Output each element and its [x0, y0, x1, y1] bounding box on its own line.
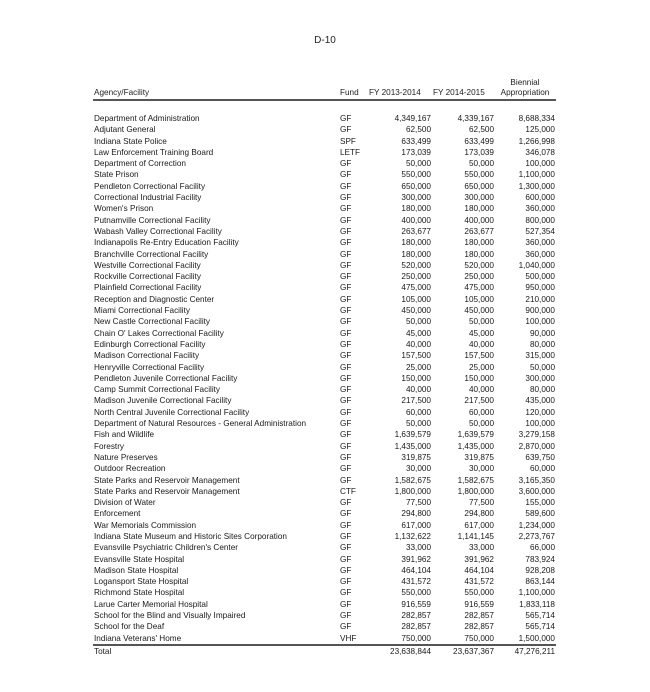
cell-agency: State Parks and Reservoir Management: [94, 486, 240, 496]
cell-biennial: 100,000: [525, 419, 555, 429]
table-row: [93, 237, 556, 248]
total-label: Total: [94, 646, 112, 656]
cell-fund: CTF: [340, 486, 356, 496]
cell-fy-2014-2015: 1,435,000: [457, 441, 494, 451]
cell-biennial: 155,000: [525, 498, 555, 508]
cell-fund: GF: [340, 475, 352, 485]
cell-fy-2013-2014: 475,000: [401, 283, 431, 293]
cell-fy-2013-2014: 173,039: [401, 147, 431, 157]
table-row: [93, 113, 556, 124]
table-row: [93, 384, 556, 395]
table-row: [93, 554, 556, 565]
total-biennial: 47,276,211: [514, 646, 555, 656]
cell-biennial: 60,000: [529, 464, 555, 474]
cell-fy-2014-2015: 1,582,675: [457, 475, 494, 485]
cell-fy-2013-2014: 1,800,000: [394, 486, 431, 496]
cell-agency: School for the Blind and Visually Impaired: [94, 611, 246, 621]
cell-fund: GF: [340, 181, 352, 191]
cell-agency: Pendleton Juvenile Correctional Facility: [94, 373, 238, 383]
cell-fund: GF: [340, 362, 352, 372]
cell-agency: Reception and Diagnostic Center: [94, 294, 215, 304]
cell-fy-2014-2015: 282,857: [464, 622, 494, 632]
cell-fy-2013-2014: 30,000: [405, 464, 431, 474]
table-row: [93, 520, 556, 531]
table-row: [93, 531, 556, 542]
cell-agency: Evansville Psychiatric Children's Center: [94, 543, 238, 553]
cell-biennial: 565,714: [525, 622, 555, 632]
cell-biennial: 950,000: [525, 283, 555, 293]
cell-fy-2014-2015: 60,000: [468, 407, 494, 417]
cell-fund: GF: [340, 215, 352, 225]
cell-fy-2014-2015: 464,104: [464, 565, 494, 575]
cell-fy-2014-2015: 150,000: [464, 373, 494, 383]
cell-fy-2014-2015: 617,000: [464, 520, 494, 530]
table-row: [93, 429, 556, 440]
table-row: [93, 565, 556, 576]
cell-fund: GF: [340, 565, 352, 575]
cell-fy-2014-2015: 40,000: [468, 339, 494, 349]
cell-fy-2013-2014: 157,500: [401, 351, 431, 361]
cell-fund: GF: [340, 385, 352, 395]
cell-fy-2013-2014: 916,559: [401, 599, 431, 609]
cell-agency: Plainfield Correctional Facility: [94, 283, 202, 293]
table-header: [93, 72, 556, 101]
cell-fund: GF: [340, 272, 352, 282]
cell-biennial: 125,000: [525, 125, 555, 135]
cell-biennial: 2,870,000: [518, 441, 555, 451]
cell-fund: GF: [340, 531, 352, 541]
cell-fund: GF: [340, 339, 352, 349]
header-fy-2013-2014: FY 2013-2014: [369, 88, 421, 97]
cell-biennial: 900,000: [525, 306, 555, 316]
cell-fund: GF: [340, 283, 352, 293]
cell-agency: Outdoor Recreation: [94, 464, 166, 474]
cell-fund: GF: [340, 159, 352, 169]
table-row: [93, 350, 556, 361]
cell-biennial: 1,100,000: [518, 588, 555, 598]
cell-fy-2014-2015: 45,000: [468, 328, 494, 338]
table-row: [93, 395, 556, 406]
cell-biennial: 3,600,000: [518, 486, 555, 496]
cell-agency: State Parks and Reservoir Management: [94, 475, 240, 485]
cell-biennial: 80,000: [529, 339, 555, 349]
cell-fund: GF: [340, 509, 352, 519]
cell-fund: GF: [340, 396, 352, 406]
cell-fy-2014-2015: 217,500: [464, 396, 494, 406]
cell-biennial: 1,833,118: [519, 599, 555, 609]
cell-fy-2013-2014: 180,000: [401, 238, 431, 248]
cell-fy-2014-2015: 180,000: [464, 249, 494, 259]
cell-biennial: 1,300,000: [518, 181, 555, 191]
cell-agency: Pendleton Correctional Facility: [94, 181, 206, 191]
table-row: [93, 147, 556, 158]
cell-agency: Branchville Correctional Facility: [94, 249, 209, 259]
table-row: [93, 633, 556, 644]
cell-fund: GF: [340, 588, 352, 598]
cell-agency: Nature Preserves: [94, 452, 158, 462]
table-row: [93, 452, 556, 463]
cell-biennial: 360,000: [525, 204, 555, 214]
table-row: [93, 407, 556, 418]
cell-fund: GF: [340, 599, 352, 609]
cell-agency: Camp Summit Correctional Facility: [94, 385, 221, 395]
cell-fund: GF: [340, 306, 352, 316]
cell-fund: GF: [340, 226, 352, 236]
cell-fy-2013-2014: 50,000: [405, 317, 431, 327]
cell-biennial: 1,234,000: [518, 520, 555, 530]
cell-biennial: 315,000: [525, 351, 555, 361]
cell-fy-2013-2014: 150,000: [401, 373, 431, 383]
table-row: [93, 181, 556, 192]
table-row: [93, 260, 556, 271]
cell-biennial: 360,000: [525, 238, 555, 248]
cell-fund: GF: [340, 554, 352, 564]
cell-biennial: 120,000: [525, 407, 555, 417]
cell-fy-2014-2015: 50,000: [468, 159, 494, 169]
cell-fund: GF: [340, 407, 352, 417]
table-row: [93, 475, 556, 486]
table-row: [93, 294, 556, 305]
cell-agency: Chain O' Lakes Correctional Facility: [94, 328, 224, 338]
table-body: [93, 113, 556, 644]
cell-biennial: 66,000: [529, 543, 555, 553]
table-row: [93, 610, 556, 621]
table-row: [93, 282, 556, 293]
cell-fy-2013-2014: 180,000: [401, 249, 431, 259]
page-number-label: D-10: [314, 35, 336, 46]
cell-fy-2013-2014: 431,572: [401, 577, 431, 587]
cell-fy-2013-2014: 282,857: [401, 611, 431, 621]
cell-fund: GF: [340, 193, 352, 203]
cell-fy-2013-2014: 217,500: [401, 396, 431, 406]
cell-biennial: 210,000: [525, 294, 555, 304]
cell-fy-2014-2015: 300,000: [464, 193, 494, 203]
table-row: [93, 486, 556, 497]
cell-fy-2014-2015: 431,572: [464, 577, 494, 587]
cell-fy-2013-2014: 550,000: [401, 170, 431, 180]
header-fy-2014-2015: FY 2014-2015: [433, 88, 485, 97]
table-row: [93, 621, 556, 632]
cell-fund: GF: [340, 249, 352, 259]
cell-agency: Logansport State Hospital: [94, 577, 189, 587]
cell-biennial: 1,040,000: [518, 260, 555, 270]
cell-biennial: 50,000: [529, 362, 555, 372]
cell-fund: GF: [340, 170, 352, 180]
cell-agency: School for the Deaf: [94, 622, 165, 632]
cell-fy-2014-2015: 1,141,145: [457, 531, 494, 541]
cell-fy-2014-2015: 180,000: [464, 238, 494, 248]
table-row: [93, 316, 556, 327]
cell-fy-2014-2015: 25,000: [468, 362, 494, 372]
cell-fund: GF: [340, 520, 352, 530]
cell-agency: State Prison: [94, 170, 139, 180]
cell-agency: Indianapolis Re-Entry Education Facility: [94, 238, 239, 248]
cell-fund: GF: [340, 622, 352, 632]
cell-fy-2013-2014: 33,000: [405, 543, 431, 553]
cell-fy-2013-2014: 62,500: [405, 125, 431, 135]
cell-fund: GF: [340, 498, 352, 508]
table-row: [93, 587, 556, 598]
cell-fy-2014-2015: 550,000: [464, 588, 494, 598]
table-row: [93, 226, 556, 237]
cell-agency: Adjutant General: [94, 125, 156, 135]
cell-fy-2013-2014: 520,000: [401, 260, 431, 270]
cell-fy-2013-2014: 294,800: [401, 509, 431, 519]
cell-fy-2013-2014: 250,000: [401, 272, 431, 282]
cell-agency: Women's Prison: [94, 204, 154, 214]
total-fy-2014-2015: 23,637,367: [453, 646, 494, 656]
table-row: [93, 271, 556, 282]
cell-fy-2014-2015: 180,000: [464, 204, 494, 214]
cell-fy-2014-2015: 250,000: [464, 272, 494, 282]
header-biennial-appropriation: [494, 78, 556, 98]
cell-fy-2014-2015: 319,875: [464, 452, 494, 462]
cell-fy-2013-2014: 105,000: [401, 294, 431, 304]
cell-biennial: 639,750: [525, 452, 555, 462]
cell-agency: Division of Water: [94, 498, 156, 508]
cell-fy-2013-2014: 550,000: [401, 588, 431, 598]
table-row: [93, 203, 556, 214]
cell-fy-2013-2014: 45,000: [405, 328, 431, 338]
cell-biennial: 300,000: [525, 373, 555, 383]
cell-biennial: 3,279,158: [518, 430, 555, 440]
cell-fy-2014-2015: 450,000: [464, 306, 494, 316]
table-row: [93, 192, 556, 203]
cell-agency: Rockville Correctional Facility: [94, 272, 201, 282]
cell-agency: Evansville State Hospital: [94, 554, 185, 564]
cell-biennial: 1,500,000: [518, 633, 555, 643]
table-row: [93, 542, 556, 553]
cell-fund: GF: [340, 430, 352, 440]
cell-fy-2013-2014: 50,000: [405, 159, 431, 169]
cell-agency: Putnamville Correctional Facility: [94, 215, 211, 225]
cell-agency: Correctional Industrial Facility: [94, 193, 202, 203]
cell-agency: War Memorials Commission: [94, 520, 197, 530]
cell-biennial: 90,000: [529, 328, 555, 338]
cell-agency: Department of Administration: [94, 114, 200, 123]
cell-fund: GF: [340, 351, 352, 361]
cell-fy-2013-2014: 40,000: [405, 339, 431, 349]
cell-fy-2014-2015: 282,857: [464, 611, 494, 621]
cell-fy-2013-2014: 282,857: [401, 622, 431, 632]
cell-fy-2014-2015: 4,339,167: [457, 114, 494, 123]
table-row: [93, 362, 556, 373]
cell-fy-2014-2015: 50,000: [468, 317, 494, 327]
cell-fy-2013-2014: 60,000: [405, 407, 431, 417]
cell-fy-2014-2015: 550,000: [464, 170, 494, 180]
cell-agency: Madison State Hospital: [94, 565, 179, 575]
cell-fund: GF: [340, 294, 352, 304]
cell-fy-2014-2015: 391,962: [464, 554, 494, 564]
cell-biennial: 80,000: [529, 385, 555, 395]
cell-fy-2014-2015: 294,800: [464, 509, 494, 519]
table-row: [93, 576, 556, 587]
cell-fy-2013-2014: 464,104: [401, 565, 431, 575]
cell-fy-2013-2014: 617,000: [401, 520, 431, 530]
cell-fy-2013-2014: 650,000: [401, 181, 431, 191]
cell-biennial: 435,000: [525, 396, 555, 406]
cell-fy-2013-2014: 750,000: [401, 633, 431, 643]
cell-fy-2013-2014: 300,000: [401, 193, 431, 203]
cell-biennial: 100,000: [525, 317, 555, 327]
cell-fy-2013-2014: 180,000: [401, 204, 431, 214]
cell-agency: Larue Carter Memorial Hospital: [94, 599, 208, 609]
cell-agency: Department of Correction: [94, 159, 186, 169]
appropriation-table: [93, 72, 556, 657]
table-row: [93, 373, 556, 384]
cell-biennial: 565,714: [525, 611, 555, 621]
cell-biennial: 1,266,998: [518, 136, 555, 146]
cell-fy-2014-2015: 520,000: [464, 260, 494, 270]
cell-fy-2014-2015: 157,500: [464, 351, 494, 361]
table-row: [93, 463, 556, 474]
cell-biennial: 100,000: [525, 159, 555, 169]
cell-fund: GF: [340, 373, 352, 383]
cell-fy-2013-2014: 50,000: [405, 419, 431, 429]
table-row: [93, 158, 556, 169]
cell-biennial: 800,000: [525, 215, 555, 225]
cell-fy-2014-2015: 750,000: [464, 633, 494, 643]
cell-agency: Madison Correctional Facility: [94, 351, 200, 361]
table-row: [93, 215, 556, 226]
cell-agency: Edinburgh Correctional Facility: [94, 339, 206, 349]
table-row: [93, 497, 556, 508]
cell-fy-2013-2014: 1,435,000: [394, 441, 431, 451]
cell-fy-2013-2014: 25,000: [405, 362, 431, 372]
cell-biennial: 8,688,334: [518, 114, 555, 123]
cell-fund: GF: [340, 611, 352, 621]
cell-biennial: 1,100,000: [518, 170, 555, 180]
cell-agency: New Castle Correctional Facility: [94, 317, 211, 327]
cell-fy-2013-2014: 4,349,167: [394, 114, 431, 123]
table-row: [93, 339, 556, 350]
cell-biennial: 589,600: [525, 509, 555, 519]
cell-agency: Forestry: [94, 441, 125, 451]
table-row: [93, 249, 556, 260]
cell-fy-2013-2014: 1,639,579: [394, 430, 431, 440]
cell-agency: Indiana Veterans' Home: [94, 633, 182, 643]
table-row: [93, 305, 556, 316]
cell-biennial: 783,924: [525, 554, 555, 564]
cell-fy-2013-2014: 633,499: [401, 136, 431, 146]
cell-fy-2013-2014: 391,962: [401, 554, 431, 564]
cell-fund: GF: [340, 328, 352, 338]
cell-fy-2013-2014: 450,000: [401, 306, 431, 316]
cell-agency: Indiana State Police: [94, 136, 167, 146]
total-fy-2013-2014: 23,638,844: [390, 646, 431, 656]
cell-biennial: 863,144: [525, 577, 555, 587]
cell-fund: GF: [340, 452, 352, 462]
cell-agency: Miami Correctional Facility: [94, 306, 190, 316]
cell-biennial: 928,208: [525, 565, 555, 575]
cell-agency: Law Enforcement Training Board: [94, 147, 214, 157]
cell-fund: GF: [340, 125, 352, 135]
cell-fund: GF: [340, 238, 352, 248]
cell-fy-2014-2015: 650,000: [464, 181, 494, 191]
cell-fy-2014-2015: 105,000: [464, 294, 494, 304]
table-row: [93, 418, 556, 429]
cell-biennial: 500,000: [525, 272, 555, 282]
cell-fund: GF: [340, 419, 352, 429]
cell-biennial: 346,078: [525, 147, 555, 157]
header-biennial-line1: Biennial: [510, 78, 540, 87]
cell-biennial: 527,354: [525, 226, 555, 236]
cell-fund: GF: [340, 464, 352, 474]
cell-fy-2014-2015: 916,559: [464, 599, 494, 609]
table-row: [93, 508, 556, 519]
cell-agency: Department of Natural Resources - General Administration: [94, 419, 307, 429]
cell-biennial: 3,165,350: [518, 475, 555, 485]
cell-fy-2014-2015: 633,499: [464, 136, 494, 146]
table-row: [93, 124, 556, 135]
cell-fy-2013-2014: 400,000: [401, 215, 431, 225]
cell-fy-2014-2015: 40,000: [468, 385, 494, 395]
table-row: [93, 136, 556, 147]
table-row: [93, 599, 556, 610]
header-fund: Fund: [340, 88, 359, 97]
cell-fy-2014-2015: 62,500: [468, 125, 494, 135]
cell-fy-2014-2015: 263,677: [464, 226, 494, 236]
cell-agency: Indiana State Museum and Historic Sites Corporation: [94, 531, 287, 541]
cell-biennial: 600,000: [525, 193, 555, 203]
cell-fy-2014-2015: 173,039: [464, 147, 494, 157]
cell-agency: Wabash Valley Correctional Facility: [94, 226, 222, 236]
cell-fy-2014-2015: 1,800,000: [457, 486, 494, 496]
cell-fund: GF: [340, 543, 352, 553]
cell-agency: Richmond State Hospital: [94, 588, 185, 598]
total-row: [93, 644, 556, 657]
cell-fund: SPF: [340, 136, 356, 146]
cell-biennial: 2,273,767: [518, 531, 555, 541]
cell-fy-2014-2015: 400,000: [464, 215, 494, 225]
cell-fy-2014-2015: 1,639,579: [457, 430, 494, 440]
cell-fund: LETF: [340, 147, 361, 157]
cell-agency: North Central Juvenile Correctional Facility: [94, 407, 250, 417]
cell-fy-2014-2015: 50,000: [468, 419, 494, 429]
cell-biennial: 360,000: [525, 249, 555, 259]
cell-fy-2013-2014: 40,000: [405, 385, 431, 395]
cell-fund: GF: [340, 577, 352, 587]
cell-fy-2013-2014: 319,875: [401, 452, 431, 462]
header-biennial-line2: Appropriation: [500, 88, 550, 97]
header-agency: Agency/Facility: [94, 88, 150, 97]
cell-fy-2013-2014: 77,500: [405, 498, 431, 508]
cell-agency: Westville Correctional Facility: [94, 260, 201, 270]
cell-fy-2014-2015: 77,500: [468, 498, 494, 508]
table-row: [93, 169, 556, 180]
cell-fy-2014-2015: 33,000: [468, 543, 494, 553]
cell-fy-2013-2014: 263,677: [401, 226, 431, 236]
cell-agency: Henryville Correctional Facility: [94, 362, 205, 372]
cell-fy-2014-2015: 30,000: [468, 464, 494, 474]
cell-fy-2013-2014: 1,132,622: [394, 531, 431, 541]
cell-fund: GF: [340, 441, 352, 451]
cell-fund: GF: [340, 204, 352, 214]
cell-fy-2013-2014: 1,582,675: [394, 475, 431, 485]
cell-agency: Madison Juvenile Correctional Facility: [94, 396, 232, 406]
cell-fund: GF: [340, 260, 352, 270]
table-row: [93, 328, 556, 339]
cell-agency: Fish and Wildlife: [94, 430, 155, 440]
cell-agency: Enforcement: [94, 509, 141, 519]
cell-fy-2014-2015: 475,000: [464, 283, 494, 293]
cell-fund: VHF: [340, 633, 357, 643]
table-row: [93, 441, 556, 452]
cell-fund: GF: [340, 114, 352, 123]
cell-fund: GF: [340, 317, 352, 327]
